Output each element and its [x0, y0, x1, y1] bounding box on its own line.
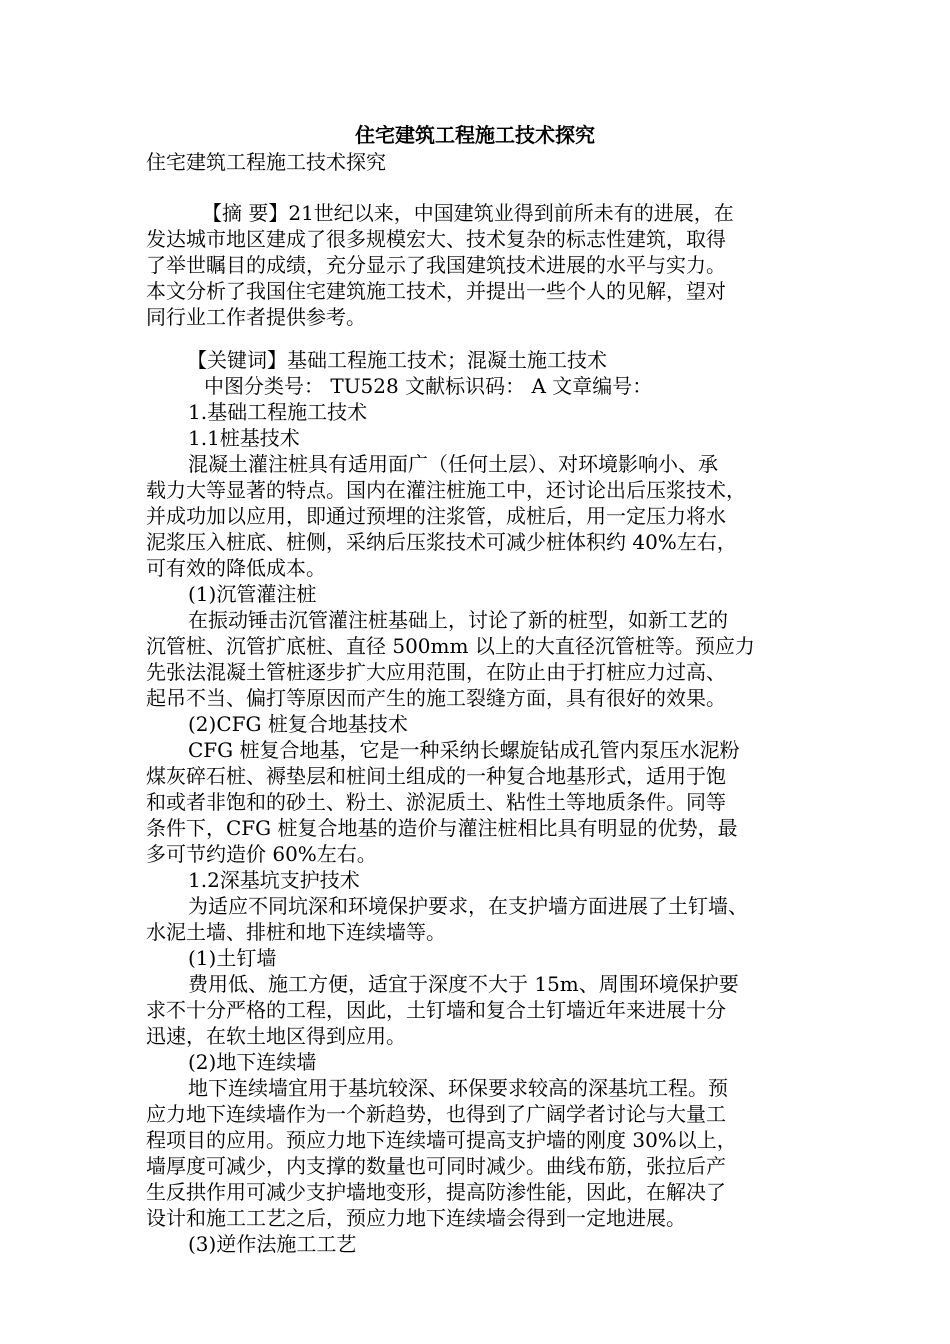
paragraph-line: 费用低、施工方便，适宜于深度不大于 15m、周围环境保护要 [188, 972, 739, 996]
paragraph-line: 并成功加以应用，即通过预埋的注浆管，成桩后，用一定压力将水 [146, 504, 726, 528]
abstract-line: 本文分析了我国住宅建筑施工技术，并提出一些个人的见解，望对 [146, 279, 726, 303]
paragraph-line: 设计和施工工艺之后，预应力地下连续墙会得到一定地进展。 [146, 1206, 686, 1230]
item-heading: (2)CFG 桩复合地基技术 [188, 712, 408, 736]
paragraph-line: 沉管桩、沉管扩底桩、直径 500mm 以上的大直径沉管桩等。预应力 [146, 634, 755, 658]
paragraph-line: CFG 桩复合地基，它是一种采纳长螺旋钻成孔管内泵压水泥粉 [188, 738, 740, 762]
item-heading: (1)土钉墙 [188, 946, 277, 970]
paragraph-line: 应力地下连续墙作为一个新趋势，也得到了广阔学者讨论与大量工 [146, 1102, 726, 1126]
paragraph-line: 煤灰碎石桩、褥垫层和桩间土组成的一种复合地基形式，适用于饱 [146, 764, 726, 788]
paragraph-line: 地下连续墙宜用于基坑较深、环保要求较高的深基坑工程。预 [188, 1076, 728, 1100]
abstract-line: 了举世瞩目的成绩，充分显示了我国建筑技术进展的水平与实力。 [146, 253, 726, 277]
paragraph-line: 载力大等显著的特点。国内在灌注桩施工中，还讨论出后压浆技术， [146, 478, 746, 502]
paragraph-line: 程项目的应用。预应力地下连续墙可提高支护墙的刚度 30%以上， [146, 1128, 737, 1152]
paragraph-line: 多可节约造价 60%左右。 [146, 842, 377, 866]
paragraph-line: 为适应不同坑深和环境保护要求，在支护墙方面进展了土钉墙、 [188, 894, 748, 918]
paragraph-line: 泥浆压入桩底、桩侧，采纳后压浆技术可减少桩体积约 40%左右， [146, 530, 737, 554]
paragraph-line: 生反拱作用可减少支护墙地变形，提高防渗性能，因此，在解决了 [146, 1180, 726, 1204]
paragraph-line: 混凝土灌注桩具有适用面广（任何土层）、对环境影响小、承 [188, 452, 718, 476]
paragraph-line: 求不十分严格的工程，因此，土钉墙和复合土钉墙近年来进展十分 [146, 998, 726, 1022]
abstract-line: 【摘 要】21世纪以来，中国建筑业得到前所未有的进展，在 [202, 201, 734, 225]
paragraph-line: 先张法混凝土管桩逐步扩大应用范围，在防止由于打桩应力过高、 [146, 660, 726, 684]
item-heading: (3)逆作法施工工艺 [188, 1232, 357, 1256]
classification-line: 中图分类号： TU528 文献标识码： A 文章编号： [204, 374, 653, 398]
item-heading: (2)地下连续墙 [188, 1050, 317, 1074]
section-heading: 1.基础工程施工技术 [188, 400, 368, 424]
subtitle-line: 住宅建筑工程施工技术探究 [146, 150, 386, 174]
paragraph-line: 墙厚度可减少，内支撑的数量也可同时减少。曲线布筋，张拉后产 [146, 1154, 726, 1178]
document-title: 住宅建筑工程施工技术探究 [355, 123, 595, 147]
abstract-line: 发达城市地区建成了很多规模宏大、技术复杂的标志性建筑，取得 [146, 227, 726, 251]
item-heading: (1)沉管灌注桩 [188, 582, 317, 606]
subsection-heading: 1.2深基坑支护技术 [188, 868, 360, 892]
paragraph-line: 起吊不当、偏打等原因而产生的施工裂缝方面，具有很好的效果。 [146, 686, 726, 710]
keywords-line: 【关键词】基础工程施工技术；混凝土施工技术 [187, 348, 607, 372]
paragraph-line: 可有效的降低成本。 [146, 556, 326, 580]
abstract-line: 同行业工作者提供参考。 [146, 305, 366, 329]
paragraph-line: 在振动锤击沉管灌注桩基础上，讨论了新的桩型，如新工艺的 [188, 608, 728, 632]
paragraph-line: 水泥土墙、排桩和地下连续墙等。 [146, 920, 446, 944]
paragraph-line: 迅速，在软土地区得到应用。 [146, 1024, 406, 1048]
subsection-heading: 1.1桩基技术 [188, 426, 300, 450]
paragraph-line: 和或者非饱和的砂土、粉土、淤泥质土、粘性土等地质条件。同等 [146, 790, 726, 814]
paragraph-line: 条件下，CFG 桩复合地基的造价与灌注桩相比具有明显的优势，最 [146, 816, 738, 840]
